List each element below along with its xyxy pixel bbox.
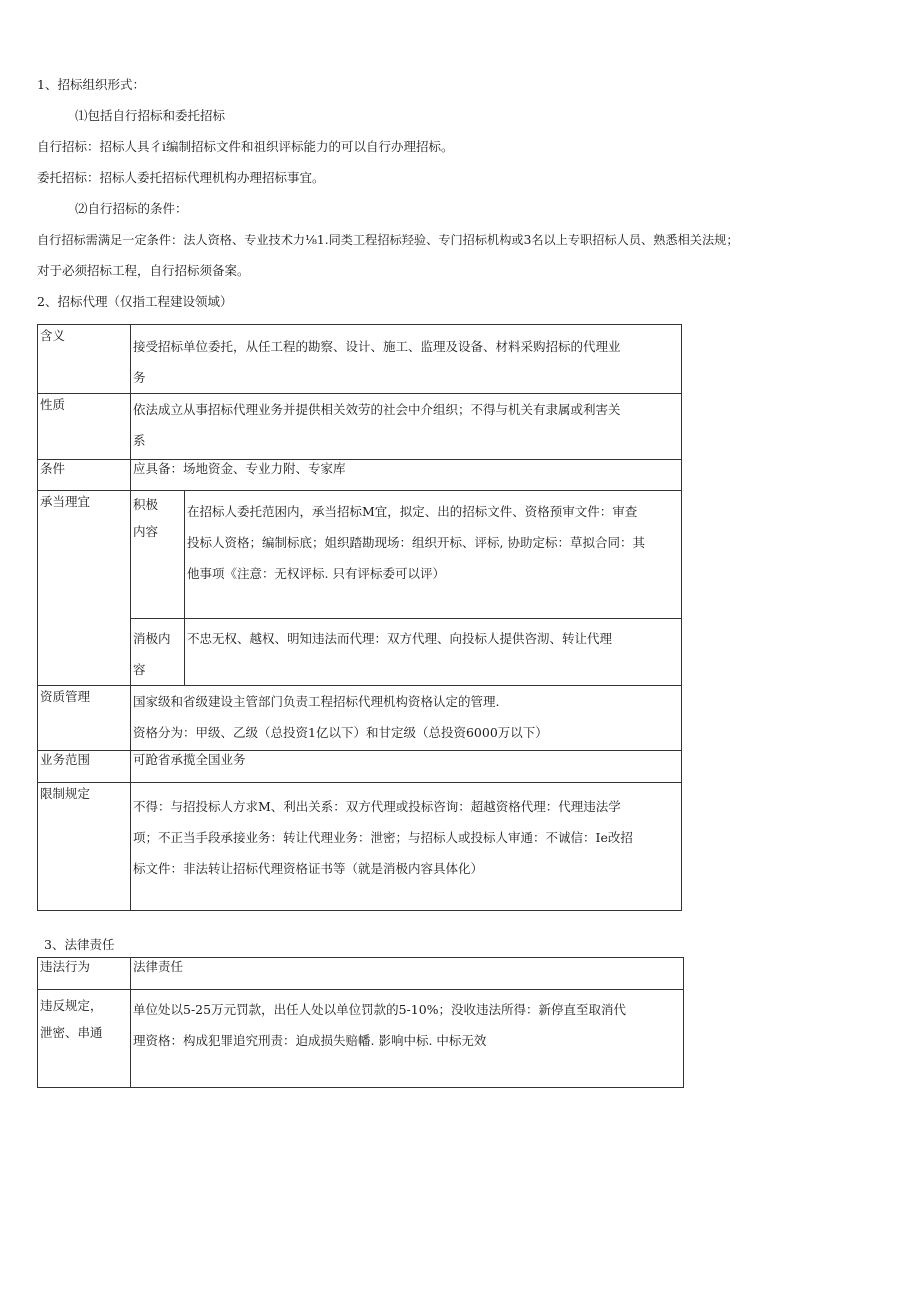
table-row	[38, 686, 682, 751]
conditions-text: 自行招标需满足一定条件：法人资格、专业技术力⅛1.同类工程招标羟验、专门招标机构或3名以上专职招标人员、熟悉相关法规；	[37, 233, 739, 247]
positive-cell	[185, 491, 682, 619]
violation-label-line: 泄密、串通	[40, 1025, 103, 1040]
qualification-line: 资格分为：甲级、乙级（总投资1亿以下）和甘定级（总投资6000万以下）	[133, 725, 548, 740]
section1-heading: 1、招标组织形式：	[37, 77, 145, 92]
scope-label: 承当理宜	[38, 491, 131, 686]
negative-label-line: 容	[133, 662, 146, 677]
qualification-cell	[131, 686, 682, 751]
meaning-cell	[131, 325, 682, 394]
table-row	[38, 619, 682, 686]
entrust-bid-text: 委托招标：招标人委托招标代理机构办理招标事宜。	[37, 170, 325, 185]
section2-heading: 2、招标代理（仅指工程建设领域）	[37, 294, 233, 309]
limits-label: 限制规定	[38, 783, 131, 911]
positive-label-line: 积极	[133, 497, 159, 512]
section1-sub2: ⑵自行招标的条件：	[75, 201, 188, 216]
negative-cell: 不忠无权、越权、明知违法而代理：双方代理、向投标人提供咨沏、转让代理	[185, 619, 682, 686]
positive-line: 在招标人委托范困内，承当招标M宜，拟定、出的招标文件、资格预审文件：审查	[187, 504, 638, 519]
table-row	[38, 394, 682, 460]
limits-line: 标文件：非法转让招标代理资格证书等（就是消极内容具体化）	[133, 861, 484, 876]
nature-line: 依法成立从事招标代理业务并提供相关效劳的社会中介组织；不得与机关有隶属或利害关	[133, 402, 621, 417]
liability-line: 单位处以5-25万元罚款，出任人处以单位罚款的5-10%；没收违法所得：新停直至取消代	[133, 1002, 627, 1017]
agency-table	[37, 324, 682, 911]
liability-line: 理资格：构成犯罪追究刑责：迫成损失赔幡. 影响中标. 中标无效	[133, 1033, 487, 1048]
business-scope-cell: 可跄省承揽全国业务	[131, 751, 682, 783]
table-row	[38, 783, 682, 911]
condition-label: 条件	[38, 460, 131, 491]
table-row	[38, 990, 684, 1088]
positive-line: 投标人资格；编制标底；姐织踏勘现场：组织开标、评标, 协助定标：草拟合同：其	[187, 535, 645, 550]
violation-label-line: 违反规定，	[40, 998, 103, 1013]
meaning-label: 含义	[38, 325, 131, 394]
business-scope-label: 业务范围	[38, 751, 131, 783]
liability-cell	[131, 990, 684, 1088]
table-row	[38, 460, 682, 491]
section1-sub1: ⑴包括自行招标和委托招标	[75, 108, 226, 123]
table-row	[38, 751, 682, 783]
self-bid-text: 自行招标：招标人具彳i编制招标文件和祖织评标能力的可以自行办理招标。	[37, 139, 454, 154]
limits-line: 不得：与招投标人方求M、利出关系：双方代理或投标咨询：超越资格代理：代理违法学	[133, 799, 621, 814]
violation-label	[38, 990, 131, 1088]
negative-label	[131, 619, 185, 686]
table-row	[38, 958, 684, 990]
nature-label: 性质	[38, 394, 131, 460]
qualification-label: 资质管理	[38, 686, 131, 751]
table-row	[38, 325, 682, 394]
liability-table	[37, 957, 684, 1088]
limits-line: 项；不正当手段承接业务：转让代理业务：泄密；与招标人或投标人审通：不诚信：Ie改招	[133, 830, 633, 845]
positive-label-line: 内容	[133, 524, 159, 539]
limits-cell	[131, 783, 682, 911]
negative-label-line: 消极内	[133, 631, 171, 646]
liability-col-header: 法律责任	[131, 958, 684, 990]
positive-label	[131, 491, 185, 619]
meaning-line: 接受招标单位委托，从任工程的勘察、设计、施工、监理及设备、材料采购招标的代理业	[133, 339, 621, 354]
positive-line: 他事项《注意：无权评标. 只有评标委可以评）	[187, 566, 445, 581]
table-row	[38, 491, 682, 619]
meaning-line: 务	[133, 370, 146, 385]
condition-cell: 应具备：场地资金、专业力附、专家库	[131, 460, 682, 491]
nature-cell	[131, 394, 682, 460]
liability-col-header: 违法行为	[38, 958, 131, 990]
section3-heading: 3、法律责任	[44, 937, 115, 952]
nature-line: 系	[133, 433, 146, 448]
qualification-line: 国家级和省级建设主管部门负责工程招标代理机构资格认定的管理.	[133, 694, 500, 709]
filing-text: 对于必须招标工程，自行招标须备案。	[37, 263, 250, 278]
